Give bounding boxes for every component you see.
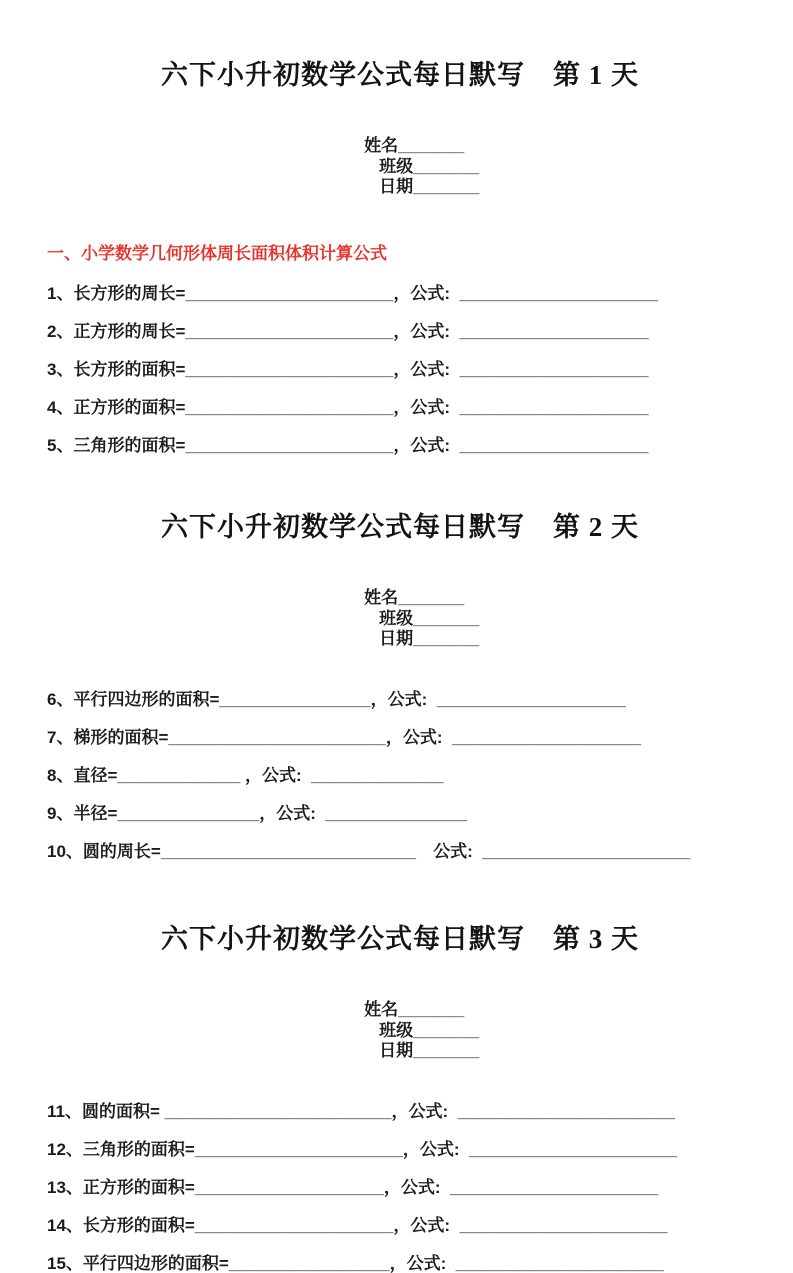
class-label: 班级 — [379, 156, 414, 176]
date-blank: _______ — [413, 628, 480, 648]
formula-item-10: 10、圆的周长=___________________________ 公式: ______________________ — [47, 841, 691, 861]
day-2-meta — [47, 568, 753, 670]
formula-item-7: 7、梯形的面积=_______________________，公式: ____________________ — [47, 727, 642, 747]
date-field — [379, 629, 479, 649]
class-field — [379, 157, 479, 177]
formula-item-1: 1、长方形的周长=______________________，公式: _____________________ — [47, 283, 659, 303]
name-label: 姓名 — [364, 588, 399, 608]
date-field — [379, 177, 479, 197]
name-label: 姓名 — [364, 1000, 399, 1020]
date-label: 日期 — [379, 628, 414, 648]
formula-item-5: 5、三角形的面积=______________________，公式: ____________________ — [47, 435, 649, 455]
date-field — [379, 1041, 479, 1061]
class-label: 班级 — [379, 1020, 414, 1040]
day-2-items — [47, 691, 753, 860]
class-field — [379, 1021, 479, 1041]
day-1-section — [47, 60, 753, 454]
formula-item-8: 8、直径=_____________ ，公式: ______________ — [47, 765, 444, 785]
class-label: 班级 — [379, 608, 414, 628]
day-2-title: 六下小升初数学公式每日默写 第 2 天 — [161, 511, 639, 542]
formula-item-4: 4、正方形的面积=______________________，公式: ____________________ — [47, 397, 649, 417]
date-label: 日期 — [379, 177, 414, 197]
name-field — [364, 136, 464, 156]
name-blank: _______ — [398, 588, 465, 608]
class-field — [379, 609, 479, 629]
formula-item-14: 14、长方形的面积=_____________________，公式: ______________________ — [47, 1215, 668, 1235]
day-1-items — [47, 285, 753, 454]
day-2-section — [47, 512, 753, 860]
name-blank: _______ — [398, 1000, 465, 1020]
formula-item-9: 9、半径=_______________，公式: _______________ — [47, 803, 468, 823]
day-1-meta — [47, 116, 753, 218]
name-blank: _______ — [398, 136, 465, 156]
name-field — [364, 588, 464, 608]
class-blank: _______ — [413, 1020, 480, 1040]
formula-item-6: 6、平行四边形的面积=________________，公式: ____________________ — [47, 689, 626, 709]
formula-item-3: 3、长方形的面积=______________________，公式: ____________________ — [47, 359, 649, 379]
formula-item-11: 11、圆的面积= ________________________，公式: _______________________ — [47, 1101, 676, 1121]
date-blank: _______ — [413, 177, 480, 197]
day-3-items — [47, 1103, 753, 1272]
name-field — [364, 1000, 464, 1020]
date-label: 日期 — [379, 1040, 414, 1060]
day-3-section — [47, 924, 753, 1272]
name-label: 姓名 — [364, 136, 399, 156]
formula-item-15: 15、平行四边形的面积=_________________，公式: ______________________ — [47, 1253, 664, 1273]
class-blank: _______ — [413, 608, 480, 628]
formula-item-12: 12、三角形的面积=______________________，公式: ______________________ — [47, 1139, 677, 1159]
formula-item-2: 2、正方形的周长=______________________，公式: ____________________ — [47, 321, 649, 341]
day-3-title: 六下小升初数学公式每日默写 第 3 天 — [161, 923, 639, 954]
section-heading: 一、小学数学几何形体周长面积体积计算公式 — [47, 244, 387, 263]
class-blank: _______ — [413, 156, 480, 176]
day-3-meta — [47, 980, 753, 1082]
date-blank: _______ — [413, 1040, 480, 1060]
day-1-title: 六下小升初数学公式每日默写 第 1 天 — [161, 60, 639, 90]
formula-item-13: 13、正方形的面积=____________________，公式: ______________________ — [47, 1177, 659, 1197]
